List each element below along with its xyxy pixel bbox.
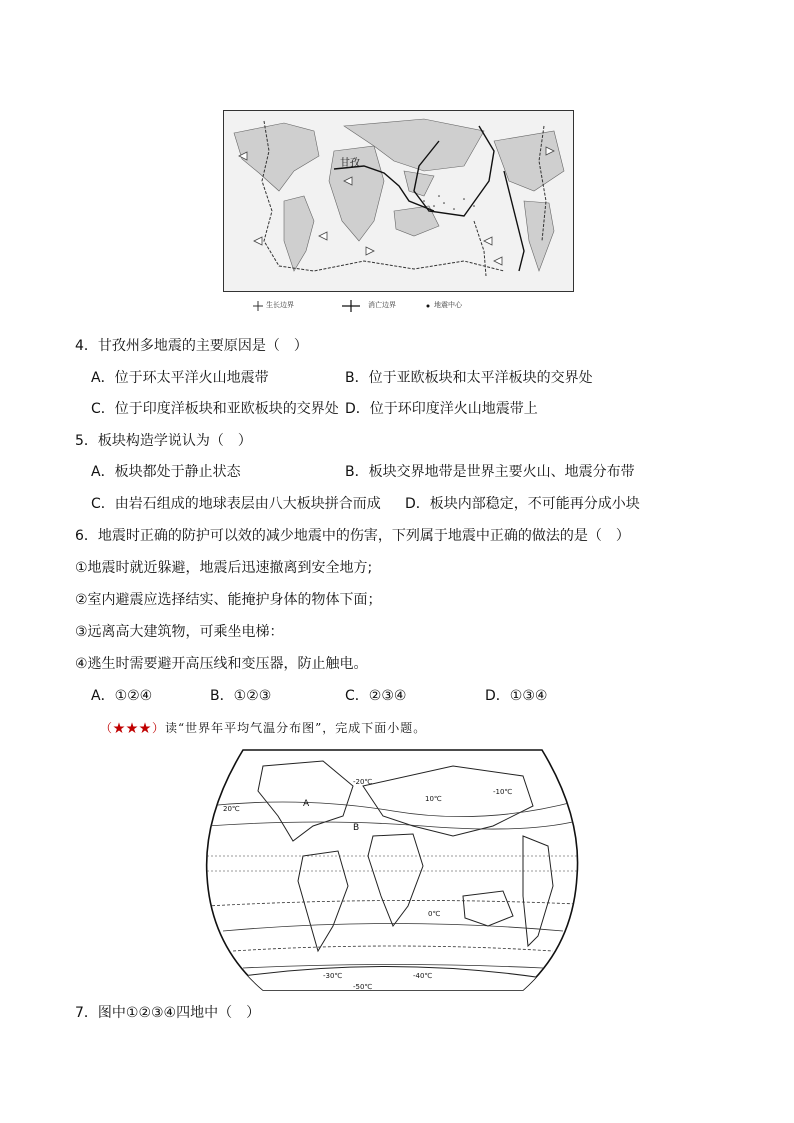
- intro-text: 读“世界年平均气温分布图”，完成下面小题。: [165, 721, 427, 735]
- q6-stem: 6．地震时正确的防护可以效的减少地震中的伤害，下列属于地震中正确的做法的是（ ）: [75, 528, 630, 544]
- temperature-map-graphic: [203, 746, 582, 994]
- q5-option-a: A．板块都处于静止状态: [91, 464, 241, 480]
- temp-label-10: 10℃: [425, 795, 442, 803]
- q6-option-a: A．①②④: [91, 688, 153, 704]
- temp-label-minus10: -10℃: [493, 788, 513, 796]
- plate-map-graphic: [224, 111, 573, 291]
- difficulty-stars: （★★★）: [100, 721, 166, 735]
- q5-option-d: D．板块内部稳定，不可能再分成小块: [405, 496, 640, 512]
- q5-stem: 5．板块构造学说认为（ ）: [75, 433, 252, 449]
- temp-label-minus30: -30℃: [323, 972, 343, 980]
- section-intro: [100, 719, 426, 736]
- q6-statement-1: ①地震时就近躲避，地震后迅速撤离到安全地方;: [75, 560, 373, 576]
- plate-boundary-map: [223, 110, 574, 292]
- temp-label-20: 20℃: [223, 805, 240, 813]
- q6-statement-4: ④逃生时需要避开高压线和变压器，防止触电。: [75, 656, 368, 672]
- temp-label-0: 0℃: [428, 910, 441, 918]
- legend-symbols: [250, 297, 550, 315]
- temp-label-minus50: -50℃: [353, 983, 373, 991]
- q6-statement-2: ②室内避震应选择结实、能掩护身体的物体下面；: [75, 592, 382, 608]
- q6-statement-3: ③远离高大建筑物，可乘坐电梯：: [75, 624, 284, 640]
- q4-option-c: C．位于印度洋板块和亚欧板块的交界处: [91, 401, 339, 417]
- q4-option-a: A．位于环太平洋火山地震带: [91, 370, 269, 386]
- q4-stem: 4．甘孜州多地震的主要原因是（ ）: [75, 338, 308, 354]
- q5-option-c: C．由岩石组成的地球表层由八大板块拼合而成: [91, 496, 381, 512]
- q4-option-d: D．位于环印度洋火山地震带上: [345, 401, 538, 417]
- temp-label-minus20: -20℃: [353, 778, 373, 786]
- q5-option-b: B．板块交界地带是世界主要火山、地震分布带: [345, 464, 635, 480]
- q6-option-b: B．①②③: [210, 688, 272, 704]
- plate-map-legend: [250, 297, 550, 315]
- legend-epicenter: 地震中心: [434, 301, 462, 309]
- q6-option-d: D．①③④: [485, 688, 548, 704]
- ganzi-label: 甘孜: [340, 158, 360, 169]
- world-temperature-map: [203, 746, 582, 994]
- q4-option-b: B．位于亚欧板块和太平洋板块的交界处: [345, 370, 593, 386]
- q7-stem: 7．图中①②③④四地中（ ）: [75, 1005, 261, 1021]
- q6-option-c: C．②③④: [345, 688, 407, 704]
- point-a-label: A: [303, 799, 310, 809]
- legend-subduction: 消亡边界: [368, 301, 396, 309]
- point-b-label: B: [353, 823, 360, 833]
- temp-label-minus40: -40℃: [413, 972, 433, 980]
- legend-growth: 生长边界: [266, 301, 294, 309]
